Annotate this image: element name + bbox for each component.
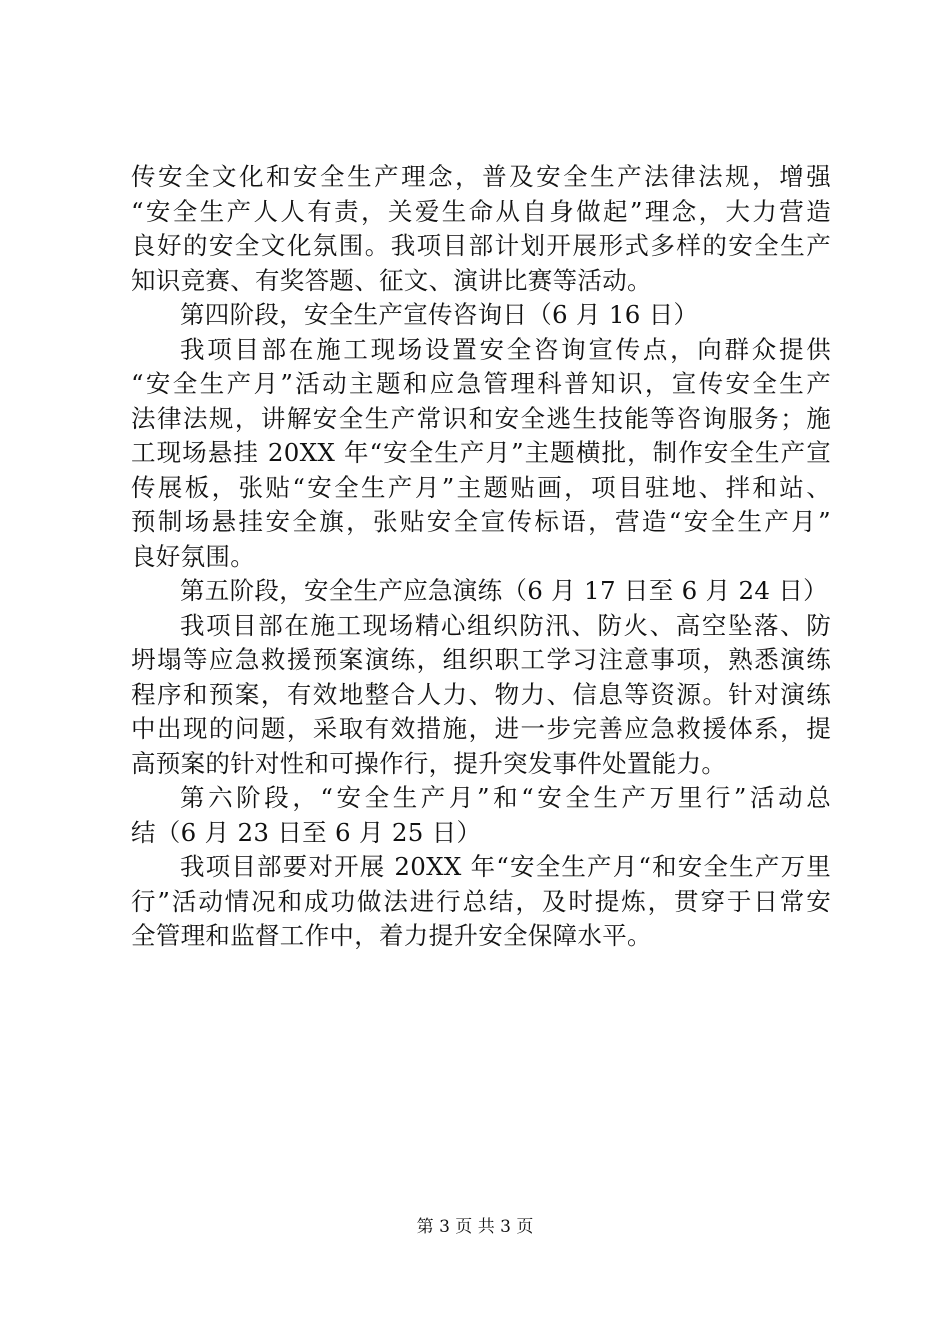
text-line: 我项目部要对开展 20XX 年“安全生产月“和安全生产万里 [180,852,831,881]
text-line: 坍塌等应急救援预案演练，组织职工学习注意事项，熟悉演练 [131,645,831,674]
text-line: 工现场悬挂 20XX 年“安全生产月”主题横批，制作安全生产宣 [131,438,831,467]
text-line: 中出现的问题，采取有效措施，进一步完善应急救援体系，提 [131,714,831,743]
text-line: 高预案的针对性和可操作行，提升突发事件处置能力。 [131,748,727,778]
text-line: 知识竞赛、有奖答题、征文、演讲比赛等活动。 [131,265,652,295]
text-line: 结（6 月 23 日至 6 月 25 日） [131,817,482,847]
text-line: 行”活动情况和成功做法进行总结，及时提炼，贯穿于日常安 [131,886,831,916]
section-heading-stage-5: 第五阶段，安全生产应急演练（6 月 17 日至 6 月 24 日） [180,576,828,605]
text-line: 预制场悬挂安全旗，张贴安全宣传标语，营造“安全生产月” [131,507,831,536]
text-line: 良好的安全文化氛围。我项目部计划开展形式多样的安全生产 [131,231,831,260]
text-line: 良好氛围。 [131,541,255,571]
text-line: 全管理和监督工作中，着力提升安全保障水平。 [131,921,652,950]
text-line: 我项目部在施工现场精心组织防汛、防火、高空坠落、防 [180,610,831,640]
text-line: 我项目部在施工现场设置安全咨询宣传点，向群众提供 [180,334,831,364]
page-number: 第 3 页 共 3 页 [416,1217,534,1237]
text-line: 传安全文化和安全生产理念，普及安全生产法律法规，增强 [131,162,831,191]
text-line: “安全生产月”活动主题和应急管理科普知识，宣传安全生产 [131,369,831,398]
text-line: 传展板，张贴“安全生产月”主题贴画，项目驻地、拌和站、 [131,472,831,502]
text-line: “安全生产人人有责，关爱生命从自身做起”理念，大力营造 [131,196,831,226]
text-line: 法律法规，讲解安全生产常识和安全逃生技能等咨询服务；施 [131,403,831,433]
section-heading-stage-4: 第四阶段，安全生产宣传咨询日（6 月 16 日） [180,300,699,329]
section-heading-stage-6: 第六阶段，“安全生产月”和“安全生产万里行”活动总 [180,783,831,812]
text-line: 程序和预案，有效地整合人力、物力、信息等资源。针对演练 [131,679,831,709]
body-text [131,160,831,954]
